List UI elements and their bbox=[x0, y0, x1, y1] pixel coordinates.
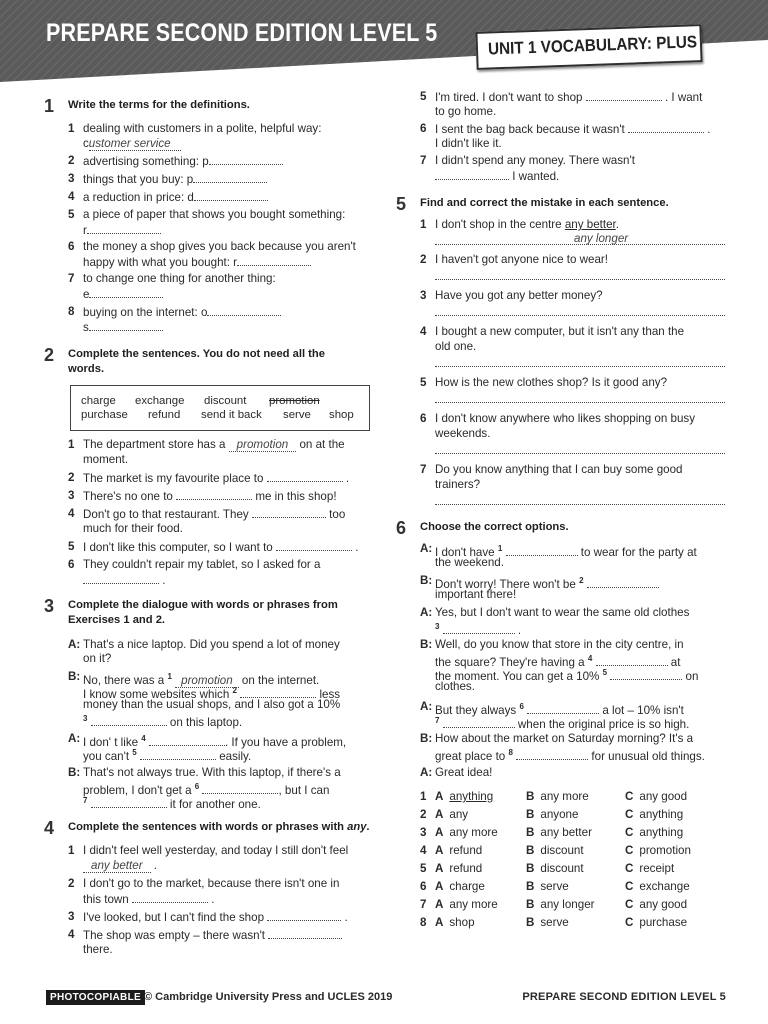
option-a[interactable]: A charge bbox=[435, 880, 485, 893]
answer-example: ustomer service bbox=[89, 137, 181, 151]
answer-blank[interactable] bbox=[443, 717, 515, 728]
speaker-label: B: bbox=[68, 670, 81, 683]
option-b[interactable]: B any longer bbox=[526, 898, 595, 911]
footer-title: PREPARE SECOND EDITION LEVEL 5 bbox=[522, 991, 726, 1003]
option-b[interactable]: B discount bbox=[526, 862, 584, 875]
word-box-item: serve bbox=[283, 409, 311, 421]
item-text: Don't go to that restaurant. They too bbox=[83, 508, 346, 521]
dialogue-text: $^3$ on this laptop. bbox=[83, 714, 243, 729]
item-answer-line: this town . bbox=[83, 893, 215, 906]
answer-blank[interactable] bbox=[194, 190, 268, 201]
dialogue-text: How about the market on Saturday morning? It's a bbox=[435, 732, 694, 745]
answer-blank[interactable] bbox=[596, 655, 668, 666]
exercise-instruction: Complete the sentences with words or phrases with any. bbox=[68, 821, 370, 833]
item-text: The shop was empty – there wasn't bbox=[83, 928, 342, 943]
item-text: Have you got any better money? bbox=[435, 289, 603, 302]
item-text: to change one thing for another thing: bbox=[83, 272, 276, 285]
item-answer-line: . bbox=[83, 573, 165, 588]
item-text: advertising something: p bbox=[83, 154, 283, 169]
answer-line[interactable] bbox=[435, 402, 725, 403]
answer-blank[interactable] bbox=[527, 703, 599, 714]
option-c[interactable]: C receipt bbox=[625, 862, 675, 875]
header-title: PREPARE SECOND EDITION LEVEL 5 bbox=[46, 19, 438, 47]
answer-example: any longer bbox=[574, 232, 629, 245]
dialogue-text: Yes, but I don't want to wear the same old clothes bbox=[435, 606, 690, 619]
option-a[interactable]: A any bbox=[435, 808, 469, 821]
item-number: 3 bbox=[68, 489, 75, 502]
word-box-item-crossed: promotion bbox=[269, 395, 320, 407]
answer-blank[interactable] bbox=[240, 687, 316, 698]
item-text-line-2: much for their food. bbox=[83, 522, 183, 535]
item-text: I don't know anywhere who likes shopping on busy bbox=[435, 412, 696, 425]
item-text: I bought a new computer, but it isn't any than the bbox=[435, 325, 685, 338]
dialogue-text: No, there was a $^1$ promotion on the internet. bbox=[83, 672, 320, 687]
item-text: things that you buy: p bbox=[83, 172, 267, 187]
item-text: dealing with customers in a polite, helpful way: bbox=[83, 122, 322, 135]
answer-blank[interactable] bbox=[435, 169, 509, 180]
answer-blank[interactable] bbox=[176, 489, 252, 500]
answer-blank[interactable] bbox=[276, 540, 352, 551]
item-number: 6 bbox=[68, 240, 75, 253]
option-a[interactable]: A any more bbox=[435, 826, 498, 839]
answer-example: any better bbox=[83, 859, 151, 873]
dialogue-text: That's a nice laptop. Did you spend a lot of money bbox=[83, 638, 340, 651]
exercise-instruction: Write the terms for the definitions. bbox=[68, 99, 250, 111]
item-answer-line: e bbox=[83, 287, 163, 302]
item-text: a reduction in price: d bbox=[83, 190, 268, 205]
answer-blank[interactable] bbox=[89, 320, 163, 331]
answer-blank[interactable] bbox=[267, 910, 341, 921]
item-number: 4 bbox=[68, 507, 75, 520]
word-box-item: shop bbox=[329, 409, 354, 421]
option-a[interactable]: A refund bbox=[435, 862, 483, 875]
option-c[interactable]: C exchange bbox=[625, 880, 690, 893]
answer-blank[interactable] bbox=[443, 623, 515, 634]
item-answer-line: r bbox=[83, 223, 161, 238]
page-footer bbox=[46, 990, 726, 1006]
answer-blank[interactable] bbox=[610, 669, 682, 680]
item-number: 6 bbox=[420, 412, 427, 425]
answer-line[interactable] bbox=[435, 504, 725, 505]
item-number: 8 bbox=[68, 305, 75, 318]
word-box-item: discount bbox=[204, 395, 247, 407]
answer-blank[interactable] bbox=[268, 928, 342, 939]
item-text: There's no one to me in this shop! bbox=[83, 490, 337, 503]
answer-blank[interactable] bbox=[87, 223, 161, 234]
exercise-number: 6 bbox=[396, 518, 407, 538]
answer-blank[interactable] bbox=[89, 287, 163, 298]
unit-title: UNIT 1 VOCABULARY: PLUS bbox=[487, 32, 698, 59]
answer-blank[interactable] bbox=[506, 545, 578, 556]
item-text-line-2: weekends. bbox=[435, 427, 491, 440]
answer-line[interactable] bbox=[435, 453, 725, 454]
exercise-number: 1 bbox=[44, 96, 55, 116]
item-number: 5 bbox=[68, 208, 75, 221]
item-text: I don't go to the market, because there isn't one in bbox=[83, 877, 340, 890]
item-answer-line: s bbox=[83, 320, 163, 335]
exercise-instruction: Find and correct the mistake in each sentence. bbox=[420, 197, 669, 209]
answer-blank[interactable] bbox=[586, 90, 662, 101]
item-answer-line: any better . bbox=[83, 859, 157, 873]
answer-blank[interactable] bbox=[207, 305, 281, 316]
item-text: I haven't got anyone nice to wear! bbox=[435, 253, 609, 266]
answer-blank[interactable] bbox=[91, 797, 167, 808]
dialogue-text: Don't worry! There won't be $^2$ bbox=[435, 574, 659, 592]
item-text: How is the new clothes shop? Is it good any? bbox=[435, 376, 668, 389]
answer-blank[interactable] bbox=[267, 471, 343, 482]
answer-blank[interactable] bbox=[91, 715, 167, 726]
dialogue-text: money than the usual shops, and I also got a 10% bbox=[83, 698, 341, 711]
answer-blank[interactable] bbox=[132, 892, 208, 903]
item-number: 2 bbox=[68, 471, 75, 484]
exercise-instruction: Complete the sentences. You do not need all the bbox=[68, 348, 325, 360]
item-text: the money a shop gives you back because you aren't bbox=[83, 240, 356, 253]
item-number: 7 bbox=[420, 154, 427, 167]
photocopiable-badge: PHOTOCOPIABLE bbox=[46, 990, 145, 1005]
item-number: 2 bbox=[420, 253, 427, 266]
answer-example: promotion bbox=[175, 674, 239, 688]
answer-line[interactable] bbox=[435, 279, 725, 280]
answer-blank[interactable] bbox=[237, 255, 311, 266]
item-text-line-2: I didn't like it. bbox=[435, 137, 502, 150]
dialogue-text: problem, I don't get a $^6$ , but I can bbox=[83, 782, 330, 797]
option-c[interactable]: C purchase bbox=[625, 916, 688, 929]
item-answer-line: I wanted. bbox=[435, 169, 559, 184]
word-box-item: purchase bbox=[81, 409, 128, 421]
item-answer-line bbox=[83, 137, 181, 151]
dialogue-text: I don't have $^1$ to wear for the party at bbox=[435, 544, 697, 559]
answer-start-letter: c bbox=[83, 137, 89, 150]
exercise-instruction-line-2: words. bbox=[68, 363, 105, 375]
item-number: 3 bbox=[68, 910, 75, 923]
item-answer-line: happy with what you bought: r bbox=[83, 255, 311, 270]
dialogue-text: the weekend. bbox=[435, 556, 504, 569]
dialogue-text: Well, do you know that store in the city centre, in bbox=[435, 638, 684, 651]
dialogue-text: I know some websites which $^2$ less bbox=[83, 686, 341, 701]
item-number: 7 bbox=[420, 463, 427, 476]
option-c[interactable]: C anything bbox=[625, 808, 684, 821]
answer-blank[interactable] bbox=[193, 172, 267, 183]
dialogue-text: you can't $^5$ easily. bbox=[83, 748, 252, 763]
answer-blank[interactable] bbox=[83, 573, 159, 584]
dialogue-text: $^7$ when the original price is so high. bbox=[435, 716, 690, 731]
item-text: The department store has a promotion on at the bbox=[83, 438, 345, 451]
answer-blank[interactable] bbox=[628, 122, 704, 133]
exercise-number: 4 bbox=[44, 818, 55, 838]
option-c[interactable]: C anything bbox=[625, 826, 684, 839]
exercise-instruction-line-2: Exercises 1 and 2. bbox=[68, 614, 166, 626]
word-box-item: refund bbox=[148, 409, 181, 421]
copyright-text: © Cambridge University Press and UCLES 2019 bbox=[144, 991, 393, 1003]
option-b[interactable]: B anyone bbox=[526, 808, 579, 821]
answer-blank[interactable] bbox=[587, 577, 659, 588]
item-number: 3 bbox=[68, 172, 75, 185]
item-number: 2 bbox=[68, 877, 75, 890]
exercise-number: 2 bbox=[44, 345, 55, 365]
speaker-label: B: bbox=[420, 638, 433, 651]
item-number: 5 bbox=[68, 540, 75, 553]
item-number: 1 bbox=[68, 122, 75, 135]
word-box-item: exchange bbox=[135, 395, 185, 407]
option-b[interactable]: B any more bbox=[526, 790, 589, 803]
item-text-line-2: old one. bbox=[435, 340, 477, 353]
page-header bbox=[0, 0, 768, 84]
dialogue-text: great place to $^8$ for unusual old things. bbox=[435, 748, 705, 763]
dialogue-text: clothes. bbox=[435, 680, 475, 693]
speaker-label: B: bbox=[68, 766, 81, 779]
answer-example: promotion bbox=[229, 438, 297, 452]
item-text: The market is my favourite place to . bbox=[83, 472, 350, 485]
item-number: 4 bbox=[420, 325, 427, 338]
dialogue-text: $^7$ it for another one. bbox=[83, 796, 261, 811]
dialogue-text: I don' t like $^4$ . If you have a problem, bbox=[83, 734, 347, 749]
option-c[interactable]: C promotion bbox=[625, 844, 691, 857]
option-a[interactable]: A any more bbox=[435, 898, 498, 911]
item-text: I didn't spend any money. There wasn't bbox=[435, 154, 635, 167]
dialogue-text: $^3$ . bbox=[435, 622, 522, 637]
answer-line[interactable] bbox=[435, 315, 725, 316]
option-b[interactable]: B serve bbox=[526, 880, 569, 893]
item-text-line-2: to go home. bbox=[435, 105, 497, 118]
item-number: 1 bbox=[68, 844, 75, 857]
speaker-label: A: bbox=[420, 542, 433, 555]
option-a[interactable]: A refund bbox=[435, 844, 483, 857]
option-c[interactable]: C any good bbox=[625, 790, 688, 803]
item-text: I don't shop in the centre any better. bbox=[435, 218, 619, 231]
item-text: I've looked, but I can't find the shop . bbox=[83, 911, 348, 924]
answer-blank[interactable] bbox=[516, 749, 588, 760]
word-box-item: send it back bbox=[201, 409, 262, 421]
option-c[interactable]: C any good bbox=[625, 898, 688, 911]
exercise-number: 3 bbox=[44, 596, 55, 616]
word-box-item: charge bbox=[81, 395, 116, 407]
speaker-label: A: bbox=[420, 700, 433, 713]
exercise-number: 5 bbox=[396, 194, 407, 214]
item-number: 5 bbox=[420, 90, 427, 103]
answer-blank[interactable] bbox=[202, 783, 278, 794]
exercise-instruction: Choose the correct options. bbox=[420, 521, 569, 533]
item-number: 5 bbox=[420, 376, 427, 389]
speaker-label: A: bbox=[68, 732, 81, 745]
dialogue-text: the moment. You can get a 10% $^5$ on bbox=[435, 668, 699, 683]
dialogue-text: the square? They're having a $^4$ at bbox=[435, 654, 681, 669]
speaker-label: A: bbox=[420, 766, 433, 779]
answer-blank[interactable] bbox=[209, 154, 283, 165]
item-number: 7 bbox=[68, 272, 75, 285]
item-number: 2 bbox=[68, 154, 75, 167]
option-a[interactable]: A anything bbox=[435, 790, 494, 803]
answer-blank[interactable] bbox=[149, 735, 225, 746]
item-text: I sent the bag back because it wasn't . bbox=[435, 123, 711, 136]
item-number: 1 bbox=[68, 438, 75, 451]
speaker-label: B: bbox=[420, 574, 433, 587]
dialogue-text: important there! bbox=[435, 588, 517, 601]
item-text: Do you know anything that I can buy some good bbox=[435, 463, 683, 476]
item-number: 1 bbox=[420, 218, 427, 231]
speaker-label: A: bbox=[68, 638, 81, 651]
item-text-line-2: there. bbox=[83, 943, 113, 956]
speaker-label: B: bbox=[420, 732, 433, 745]
item-number: 4 bbox=[68, 928, 75, 941]
item-text: I'm tired. I don't want to shop . I want bbox=[435, 91, 703, 104]
speaker-label: A: bbox=[420, 606, 433, 619]
item-text-line-2: trainers? bbox=[435, 478, 481, 491]
option-b[interactable]: B discount bbox=[526, 844, 584, 857]
dialogue-text: Great idea! bbox=[435, 766, 493, 779]
answer-blank[interactable] bbox=[252, 507, 326, 518]
item-number: 6 bbox=[68, 558, 75, 571]
item-text: I don't like this computer, so I want to . bbox=[83, 541, 359, 554]
item-text: a piece of paper that shows you bought something: bbox=[83, 208, 346, 221]
item-text: I didn't feel well yesterday, and today I still don't feel bbox=[83, 844, 349, 857]
item-text: They couldn't repair my tablet, so I asked for a bbox=[83, 558, 321, 571]
dialogue-text: That's not always true. With this laptop, if there's a bbox=[83, 766, 341, 779]
option-b[interactable]: B any better bbox=[526, 826, 592, 839]
item-text: buying on the internet: o bbox=[83, 305, 281, 320]
option-b[interactable]: B serve bbox=[526, 916, 569, 929]
item-number: 4 bbox=[68, 190, 75, 203]
item-number: 6 bbox=[420, 122, 427, 135]
unit-label-box bbox=[475, 24, 702, 70]
dialogue-text: on it? bbox=[83, 652, 112, 665]
word-box bbox=[70, 385, 370, 431]
item-text-line-2: moment. bbox=[83, 453, 129, 466]
dialogue-text: But they always $^6$ a lot – 10% isn't bbox=[435, 702, 684, 717]
exercise-instruction: Complete the dialogue with words or phrases from bbox=[68, 599, 338, 611]
option-a[interactable]: A shop bbox=[435, 916, 475, 929]
answer-blank[interactable] bbox=[140, 749, 216, 760]
answer-line[interactable] bbox=[435, 366, 725, 367]
item-number: 3 bbox=[420, 289, 427, 302]
